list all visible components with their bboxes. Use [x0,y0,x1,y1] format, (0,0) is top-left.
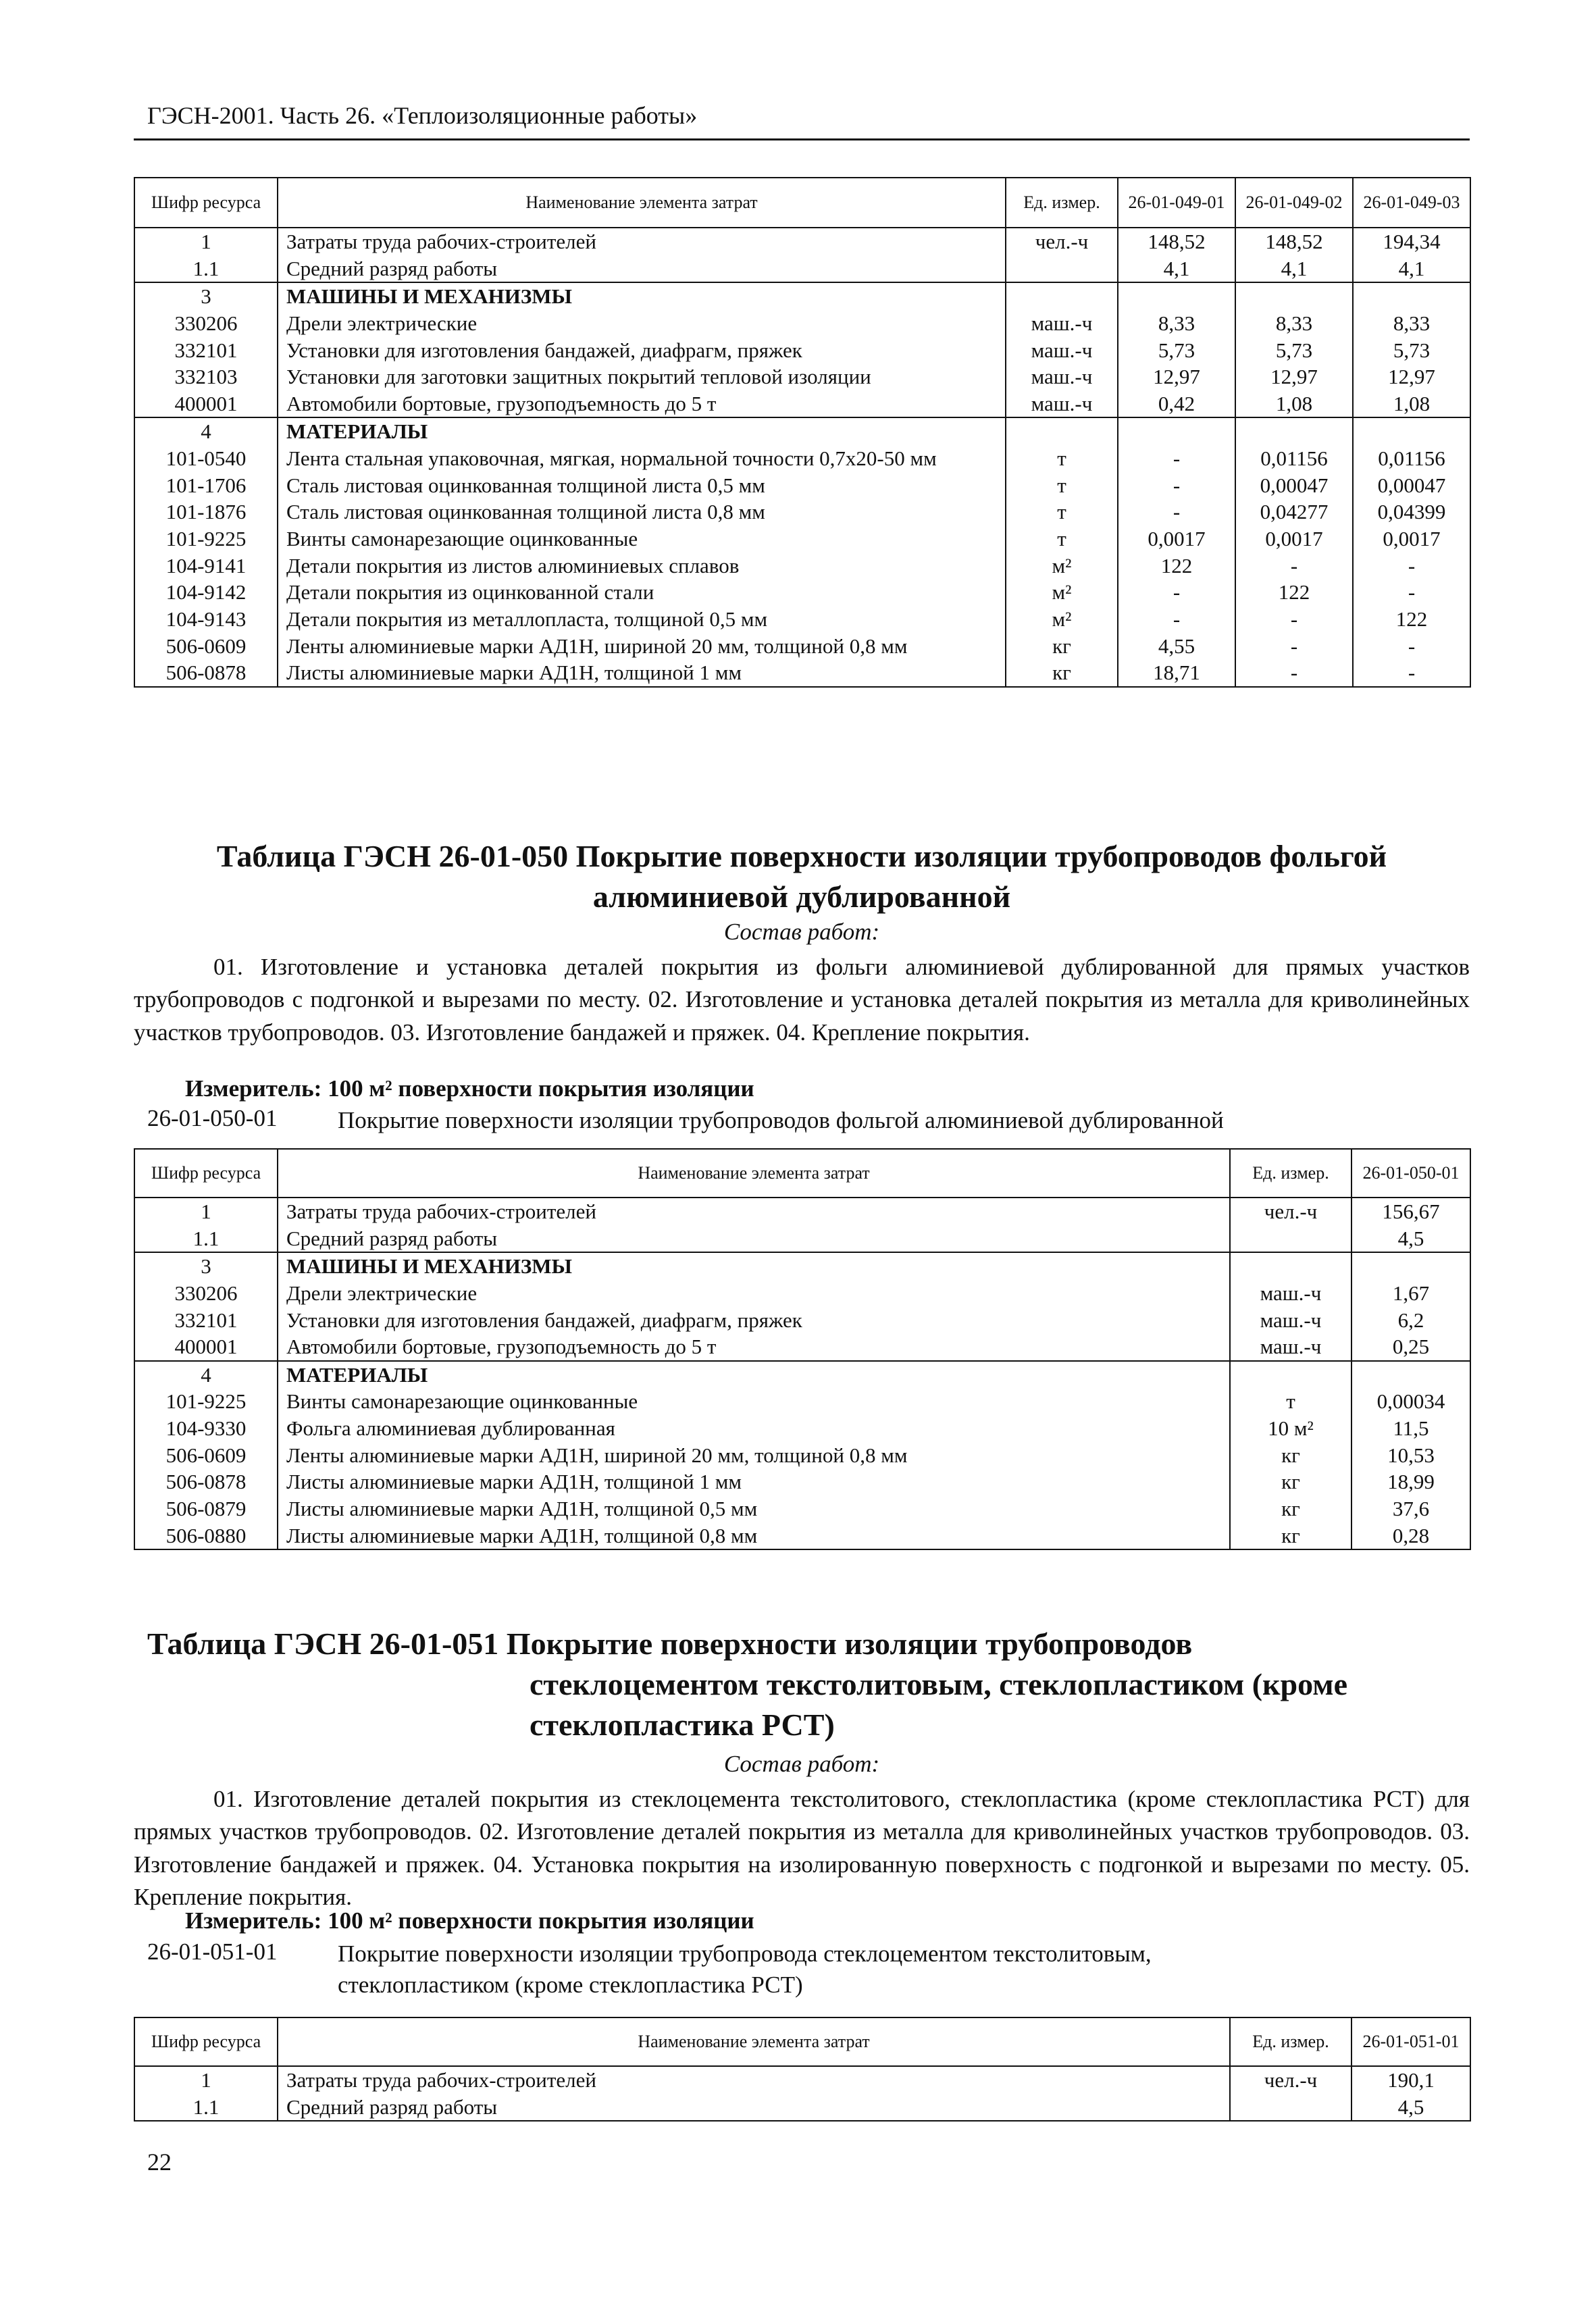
cost-item-name: Винты самонарезающие оцинкованные [278,1388,1230,1415]
cost-item-name: Винты самонарезающие оцинкованные [278,525,1006,552]
value-cell: 148,52 [1235,228,1353,255]
value-cell: - [1118,498,1235,525]
value-cell: 18,71 [1118,659,1235,687]
resource-code: 1.1 [134,2094,278,2122]
value-cell: 0,0017 [1235,525,1353,552]
resource-code: 4 [134,417,278,445]
header-col-1: 26-01-049-01 [1118,178,1235,228]
value-cell: 4,1 [1235,255,1353,283]
cost-item-name: Установки для заготовки защитных покрытий тепловой изоляции [278,363,1006,390]
table-row [134,606,1470,633]
running-title: ГЭСН-2001. Часть 26. «Теплоизоляционные работы» [147,102,698,129]
unit-cell: кг [1230,1468,1352,1495]
value-cell: 0,25 [1352,1333,1470,1361]
value-cell: - [1235,606,1353,633]
cost-table-049 [134,177,1471,688]
value-cell: - [1235,633,1353,660]
header-col-2: 26-01-049-02 [1235,178,1353,228]
resource-code: 506-0878 [134,1468,278,1495]
resource-code: 104-9143 [134,606,278,633]
cost-item-name: Средний разряд работы [278,1225,1230,1253]
unit-cell: маш.-ч [1006,363,1118,390]
unit-cell: маш.-ч [1230,1333,1352,1361]
title-line-2: стеклоцементом текстолитовым, стеклопластиком (кроме [530,1666,1347,1701]
table-row [134,1442,1470,1469]
unit-cell: т [1006,498,1118,525]
cost-item-name: Листы алюминиевые марки АД1Н, толщиной 0,5 мм [278,1495,1230,1522]
resource-code: 1 [134,1198,278,1225]
table-row [134,633,1470,660]
cost-item-name: Сталь листовая оцинкованная толщиной листа 0,5 мм [278,472,1006,499]
value-cell: 4,55 [1118,633,1235,660]
unit-cell: т [1006,445,1118,472]
title-line-2: алюминиевой дублированной [592,879,1011,914]
value-cell: 0,28 [1352,1522,1470,1550]
cost-item-name: Детали покрытия из оцинкованной стали [278,579,1006,606]
value-cell: 5,73 [1118,337,1235,364]
value-cell: - [1353,579,1470,606]
table-row [134,579,1470,606]
resource-code: 1.1 [134,1225,278,1253]
value-cell [1353,417,1470,445]
header-col-3: 26-01-049-03 [1353,178,1470,228]
cost-item-name: Лента стальная упаковочная, мягкая, нормальной точности 0,7х20-50 мм [278,445,1006,472]
table-row [134,390,1470,418]
unit-cell [1230,1225,1352,1253]
item-code: 26-01-050-01 [147,1105,278,1131]
value-cell [1352,1361,1470,1389]
resource-code: 506-0878 [134,659,278,687]
table-row [134,1307,1470,1334]
unit-cell [1006,255,1118,283]
cost-item-name: Дрели электрические [278,310,1006,337]
resource-code: 330206 [134,1280,278,1307]
page-number: 22 [147,2149,172,2176]
value-cell [1118,417,1235,445]
table-row [134,498,1470,525]
value-cell: 12,97 [1235,363,1353,390]
resource-code: 104-9141 [134,552,278,580]
resource-code: 506-0609 [134,633,278,660]
value-cell: 194,34 [1353,228,1470,255]
unit-cell: т [1006,525,1118,552]
title-line-1: Таблица ГЭСН 26-01-050 Покрытие поверхности изоляции трубопроводов фольгой [216,839,1387,873]
cost-item-name: Детали покрытия из металлопласта, толщиной 0,5 мм [278,606,1006,633]
composition-label: Состав работ: [723,1751,880,1777]
table-row [134,1333,1470,1361]
table-row [134,1468,1470,1495]
composition-text: 01. Изготовление и установка деталей покрытия из фольги алюминиевой дублированной для прямых участков трубопроводов с подгонкой и вырезами по месту. 02. Изготовление и установка деталей покрытия из металла для криволинейных участков трубопроводов. 03. Изготовление бандажей и пряжек. 04. Крепление покрытия. [134,954,1470,1046]
unit-cell: кг [1006,659,1118,687]
table-row [134,1198,1470,1225]
header-rule [134,138,1470,140]
unit-cell: м² [1006,606,1118,633]
header-unit: Ед. измер. [1230,1149,1352,1198]
resource-code: 1 [134,2066,278,2094]
table-row [134,659,1470,687]
header-code: Шифр ресурса [134,2017,278,2066]
table-row [134,1415,1470,1442]
cost-item-name: МАШИНЫ И МЕХАНИЗМЫ [278,282,1006,310]
table-row [134,1495,1470,1522]
table-row [134,255,1470,283]
value-cell: - [1235,552,1353,580]
value-cell: 0,0017 [1118,525,1235,552]
unit-cell: маш.-ч [1006,337,1118,364]
value-cell: 11,5 [1352,1415,1470,1442]
table-row [134,1522,1470,1550]
cost-item-name: МАТЕРИАЛЫ [278,1361,1230,1389]
table-row [134,2094,1470,2122]
value-cell: 4,1 [1353,255,1470,283]
unit-cell: маш.-ч [1006,310,1118,337]
unit-cell [1006,417,1118,445]
value-cell: 148,52 [1118,228,1235,255]
measure-line: Измеритель: 100 м² поверхности покрытия изоляции [185,1075,754,1102]
value-cell [1352,1252,1470,1280]
header-col-1: 26-01-050-01 [1352,1149,1470,1198]
value-cell: 6,2 [1352,1307,1470,1334]
resource-code: 1 [134,228,278,255]
unit-cell: чел.-ч [1230,1198,1352,1225]
unit-cell [1230,1252,1352,1280]
cost-table-051 [134,2017,1471,2122]
value-cell: 1,67 [1352,1280,1470,1307]
value-cell [1118,282,1235,310]
table-row [134,228,1470,255]
header-col-1: 26-01-051-01 [1352,2017,1470,2066]
cost-item-name: МАТЕРИАЛЫ [278,417,1006,445]
table-row [134,282,1470,310]
cost-item-name: Листы алюминиевые марки АД1Н, толщиной 0,8 мм [278,1522,1230,1550]
resource-code: 506-0879 [134,1495,278,1522]
table-title-051 [134,1624,1470,1745]
resource-code: 400001 [134,390,278,418]
value-cell [1235,417,1353,445]
resource-code: 1.1 [134,255,278,283]
value-cell: 4,5 [1352,1225,1470,1253]
value-cell: - [1118,445,1235,472]
unit-cell: чел.-ч [1006,228,1118,255]
value-cell: - [1235,659,1353,687]
value-cell: 0,04399 [1353,498,1470,525]
title-line-1: Таблица ГЭСН 26-01-051 Покрытие поверхности изоляции трубопроводов [147,1626,1193,1661]
table-row [134,1388,1470,1415]
value-cell: 37,6 [1352,1495,1470,1522]
unit-cell: т [1230,1388,1352,1415]
table-row [134,363,1470,390]
resource-code: 332101 [134,337,278,364]
value-cell: 122 [1235,579,1353,606]
item-description [338,1938,1152,2001]
value-cell: 122 [1118,552,1235,580]
unit-cell [1230,1361,1352,1389]
item-code: 26-01-051-01 [147,1938,278,1965]
header-name: Наименование элемента затрат [278,1149,1230,1198]
value-cell [1235,282,1353,310]
header-code: Шифр ресурса [134,178,278,228]
cost-item-name: Дрели электрические [278,1280,1230,1307]
unit-cell: кг [1006,633,1118,660]
resource-code: 104-9142 [134,579,278,606]
cost-item-name: Затраты труда рабочих-строителей [278,228,1006,255]
header-name: Наименование элемента затрат [278,178,1006,228]
value-cell: 0,0017 [1353,525,1470,552]
resource-code: 332103 [134,363,278,390]
table-row [134,1280,1470,1307]
unit-cell: маш.-ч [1230,1307,1352,1334]
table-row [134,310,1470,337]
unit-cell: кг [1230,1442,1352,1469]
unit-cell: 10 м² [1230,1415,1352,1442]
resource-code: 3 [134,1252,278,1280]
header-name: Наименование элемента затрат [278,2017,1230,2066]
table-row [134,1361,1470,1389]
resource-code: 506-0609 [134,1442,278,1469]
cost-item-name: МАШИНЫ И МЕХАНИЗМЫ [278,1252,1230,1280]
cost-item-name: Листы алюминиевые марки АД1Н, толщиной 1 мм [278,1468,1230,1495]
value-cell: 0,04277 [1235,498,1353,525]
resource-code: 101-0540 [134,445,278,472]
value-cell: 8,33 [1353,310,1470,337]
cost-item-name: Средний разряд работы [278,255,1006,283]
table-row [134,472,1470,499]
value-cell: - [1118,606,1235,633]
unit-cell: маш.-ч [1006,390,1118,418]
header-code: Шифр ресурса [134,1149,278,1198]
value-cell: 1,08 [1235,390,1353,418]
cost-item-name: Ленты алюминиевые марки АД1Н, шириной 20 мм, толщиной 0,8 мм [278,1442,1230,1469]
cost-item-name: Установки для изготовления бандажей, диафрагм, пряжек [278,337,1006,364]
value-cell [1353,282,1470,310]
resource-code: 400001 [134,1333,278,1361]
cost-table-050 [134,1148,1471,1550]
title-line-3: стеклопластика РСТ) [530,1707,835,1742]
item-description: Покрытие поверхности изоляции трубопроводов фольгой алюминиевой дублированной [338,1107,1224,1133]
value-cell: 0,00047 [1235,472,1353,499]
cost-item-name: Средний разряд работы [278,2094,1230,2122]
cost-item-name: Сталь листовая оцинкованная толщиной листа 0,8 мм [278,498,1006,525]
value-cell: 4,1 [1118,255,1235,283]
cost-item-name: Детали покрытия из листов алюминиевых сплавов [278,552,1006,580]
value-cell: 190,1 [1352,2066,1470,2094]
resource-code: 101-1706 [134,472,278,499]
unit-cell: кг [1230,1495,1352,1522]
value-cell: 18,99 [1352,1468,1470,1495]
table-row [134,445,1470,472]
cost-item-name: Ленты алюминиевые марки АД1Н, шириной 20 мм, толщиной 0,8 мм [278,633,1006,660]
resource-code: 101-1876 [134,498,278,525]
unit-cell [1230,2094,1352,2122]
value-cell: 5,73 [1353,337,1470,364]
item-description-line-1: Покрытие поверхности изоляции трубопровода стеклоцементом текстолитовым, [338,1940,1152,1967]
measure-line: Измеритель: 100 м² поверхности покрытия изоляции [185,1907,754,1934]
table-row [134,1252,1470,1280]
cost-item-name: Фольга алюминиевая дублированная [278,1415,1230,1442]
composition-label: Состав работ: [723,919,880,945]
composition-text: 01. Изготовление деталей покрытия из стеклоцемента текстолитового, стеклопластика (кроме стеклопластика РСТ) для прямых участков трубопроводов. 02. Изготовление деталей покрытия из металла для криволинейных участков трубопроводов. 03. Изготовление бандажей и пряжек. 04. Установка покрытия на изолированную поверхность с подгонкой и вырезами по месту. 05. Крепление покрытия. [134,1786,1470,1910]
cost-item-name: Автомобили бортовые, грузоподъемность до 5 т [278,390,1006,418]
value-cell: - [1118,579,1235,606]
resource-code: 104-9330 [134,1415,278,1442]
unit-cell: т [1006,472,1118,499]
resource-code: 3 [134,282,278,310]
value-cell: 5,73 [1235,337,1353,364]
value-cell: - [1353,552,1470,580]
table-row [134,2066,1470,2094]
header-unit: Ед. измер. [1006,178,1118,228]
table-row [134,1225,1470,1253]
cost-item-name: Листы алюминиевые марки АД1Н, толщиной 1 мм [278,659,1006,687]
header-unit: Ед. измер. [1230,2017,1352,2066]
resource-code: 506-0880 [134,1522,278,1550]
table-title-050 [134,836,1470,917]
resource-code: 330206 [134,310,278,337]
unit-cell: чел.-ч [1230,2066,1352,2094]
unit-cell: кг [1230,1522,1352,1550]
value-cell: 0,42 [1118,390,1235,418]
value-cell: 0,01156 [1353,445,1470,472]
cost-item-name: Установки для изготовления бандажей, диафрагм, пряжек [278,1307,1230,1334]
value-cell: 0,00034 [1352,1388,1470,1415]
table-row [134,525,1470,552]
unit-cell: м² [1006,552,1118,580]
resource-code: 101-9225 [134,525,278,552]
table-row [134,337,1470,364]
cost-item-name: Автомобили бортовые, грузоподъемность до 5 т [278,1333,1230,1361]
unit-cell: м² [1006,579,1118,606]
resource-code: 101-9225 [134,1388,278,1415]
item-description-line-2: стеклопластиком (кроме стеклопластика РСТ) [338,1972,803,1999]
table-row [134,552,1470,580]
value-cell: 156,67 [1352,1198,1470,1225]
value-cell: - [1353,633,1470,660]
unit-cell [1006,282,1118,310]
resource-code: 4 [134,1361,278,1389]
value-cell: 122 [1353,606,1470,633]
value-cell: 0,01156 [1235,445,1353,472]
value-cell: - [1353,659,1470,687]
value-cell: 8,33 [1235,310,1353,337]
value-cell: 1,08 [1353,390,1470,418]
cost-item-name: Затраты труда рабочих-строителей [278,2066,1230,2094]
resource-code: 332101 [134,1307,278,1334]
value-cell: - [1118,472,1235,499]
value-cell: 0,00047 [1353,472,1470,499]
value-cell: 10,53 [1352,1442,1470,1469]
value-cell: 8,33 [1118,310,1235,337]
unit-cell: маш.-ч [1230,1280,1352,1307]
cost-item-name: Затраты труда рабочих-строителей [278,1198,1230,1225]
value-cell: 12,97 [1353,363,1470,390]
table-row [134,417,1470,445]
value-cell: 4,5 [1352,2094,1470,2122]
value-cell: 12,97 [1118,363,1235,390]
